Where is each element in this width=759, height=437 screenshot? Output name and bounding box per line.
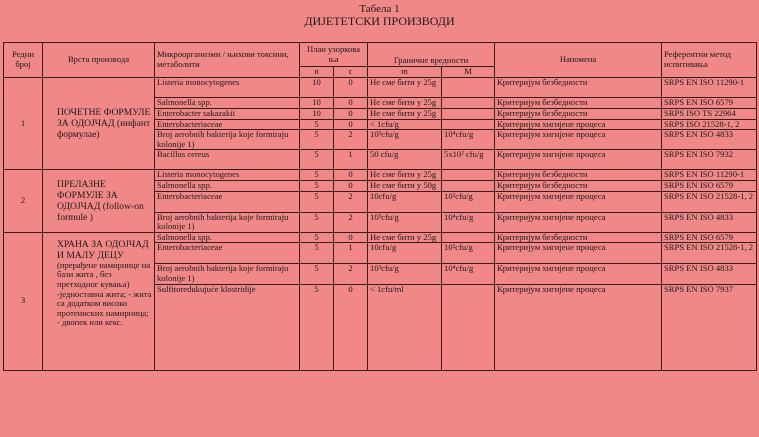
M-limit-cell: 10⁴cfu/g — [442, 212, 495, 232]
n-cell: 5 — [300, 264, 334, 284]
m-limit-cell: 10cfu/g — [368, 191, 442, 212]
c-cell: 1 — [334, 243, 368, 264]
note-cell: Критеријум хигијене процеса — [495, 119, 662, 130]
m-limit-cell: Не сме бити у 25g — [368, 232, 442, 243]
header-referentni-metod: Референтни метод испитивања — [662, 43, 757, 78]
m-limit-cell: Не сме бити у 25g — [368, 78, 442, 98]
table-number: Табела 1 — [359, 3, 400, 15]
microorganism-cell: Bacillus cereus — [155, 150, 300, 170]
product-name: ПОЧЕТНЕ ФОРМУЛЕ ЗА ОДОЈЧАД (инфант формулае) — [57, 107, 151, 141]
c-cell: 0 — [334, 180, 368, 191]
m-limit-cell: 10cfu/g — [368, 243, 442, 264]
note-cell: Критеријум безбедности — [495, 98, 662, 109]
c-cell: 0 — [334, 170, 368, 181]
table-caption — [0, 0, 759, 38]
m-limit-cell: < 1cfu/g — [368, 119, 442, 130]
method-cell: SRPS EN ISO 7937 — [662, 284, 757, 370]
M-limit-cell — [442, 180, 495, 191]
n-cell: 5 — [300, 243, 334, 264]
M-limit-cell — [442, 170, 495, 181]
microorganism-cell: Enterobacteriaceae — [155, 191, 300, 212]
M-limit-cell — [442, 232, 495, 243]
c-cell: 0 — [334, 284, 368, 370]
c-cell: 0 — [334, 232, 368, 243]
note-cell: Критеријум безбедности — [495, 109, 662, 120]
note-cell: Критеријум хигијене процеса — [495, 284, 662, 370]
header-c: c — [334, 67, 368, 78]
note-cell: Критеријум безбедности — [495, 232, 662, 243]
note-cell: Критеријум хигијене процеса — [495, 264, 662, 284]
row-number-cell: 2 — [4, 170, 43, 232]
header-napomena: Напомена — [495, 43, 662, 78]
m-limit-cell: Не сме бити у 25g — [368, 109, 442, 120]
note-cell: Критеријум хигијене процеса — [495, 130, 662, 150]
header-m-upper: M — [442, 67, 495, 78]
M-limit-cell — [442, 119, 495, 130]
M-limit-cell: 10⁴cfu/g — [442, 130, 495, 150]
n-cell: 10 — [300, 109, 334, 120]
c-cell: 0 — [334, 78, 368, 98]
note-cell: Критеријум безбедности — [495, 180, 662, 191]
c-cell: 0 — [334, 119, 368, 130]
m-limit-cell: 10³cfu/g — [368, 130, 442, 150]
m-limit-cell: Не сме бити у 25g — [368, 170, 442, 181]
product-type-cell — [43, 232, 155, 370]
microorganism-cell: Listeria monocytogenes — [155, 78, 300, 98]
product-detail: (прерађене намирнице на бази жита , без претходног кувања) -једноставна жита; - жита са додатком високо протеинских намирница; - двопек или кекс. — [57, 259, 152, 328]
note-cell: Критеријум безбедности — [495, 78, 662, 98]
method-cell: SRPS ISO 21528-1, 2 — [662, 119, 757, 130]
M-limit-cell — [442, 98, 495, 109]
m-limit-cell: Не сме бити у 50g — [368, 180, 442, 191]
c-cell: 2 — [334, 264, 368, 284]
note-cell: Критеријум хигијене процеса — [495, 191, 662, 212]
microorganism-cell: Enterobacteriaceae — [155, 119, 300, 130]
note-cell: Критеријум хигијене процеса — [495, 243, 662, 264]
M-limit-cell: 10²cfu/g — [442, 243, 495, 264]
header-granicne-vrednosti: Граничне вредности — [368, 43, 495, 67]
M-limit-cell — [442, 284, 495, 370]
method-cell: SRPS EN ISO 21528-1, 2 — [662, 191, 757, 212]
microorganism-cell: Sulfitoredukujuće klostridije — [155, 284, 300, 370]
c-cell: 0 — [334, 109, 368, 120]
method-cell: SRPS EN ISO 7932 — [662, 150, 757, 170]
microorganism-cell: Salmonella spp. — [155, 232, 300, 243]
n-cell: 5 — [300, 232, 334, 243]
n-cell: 5 — [300, 150, 334, 170]
method-cell: SRPS EN ISO 6579 — [662, 180, 757, 191]
c-cell: 1 — [334, 150, 368, 170]
method-cell: SRPS EN ISO 21528-1, 2 — [662, 243, 757, 264]
microorganism-cell: Listeria monocytogenes — [155, 170, 300, 181]
header-vrsta-proizvoda: Врста производа — [43, 43, 155, 78]
m-limit-cell: Не сме бити у 25g — [368, 98, 442, 109]
method-cell: SRPS EN ISO 4833 — [662, 264, 757, 284]
n-cell: 5 — [300, 180, 334, 191]
n-cell: 5 — [300, 119, 334, 130]
microorganism-cell: Enterobacteriaceae — [155, 243, 300, 264]
table-row — [4, 232, 757, 243]
microorganism-cell: Broj aerobnih bakterija koje formiraju kolonije 1) — [155, 130, 300, 150]
header-plan-uzorkovanja: План узоркова ња — [300, 43, 368, 67]
microorganism-cell: Broj aerobnih bakterija koje formiraju kolonije 1) — [155, 264, 300, 284]
header-m-lower: m — [368, 67, 442, 78]
c-cell: 2 — [334, 212, 368, 232]
m-limit-cell: 50 cfu/g — [368, 150, 442, 170]
header-mikroorganizmi: Микроорганизми / њихови токсини, метаболити — [155, 43, 300, 78]
method-cell: SRPS EN ISO 11290-1 — [662, 78, 757, 98]
product-name: ПРЕЛАЗНЕ ФОРМУЛЕ ЗА ОДОЈЧАД (follow-on formule ) — [57, 179, 144, 224]
m-limit-cell: 10³cfu/g — [368, 212, 442, 232]
note-cell: Критеријум безбедности — [495, 170, 662, 181]
dietetic-products-table — [3, 42, 757, 371]
n-cell: 10 — [300, 78, 334, 98]
method-cell: SRPS EN ISO 6579 — [662, 98, 757, 109]
header-redni-broj: Редни број — [4, 43, 43, 78]
microorganism-cell: Broj aerobnih bakterija koje formiraju kolonije 1) — [155, 212, 300, 232]
m-limit-cell: < 1cfu/ml — [368, 284, 442, 370]
table-row — [4, 170, 757, 181]
note-cell: Критеријум хигијене процеса — [495, 212, 662, 232]
method-cell: SRPS EN ISO 4833 — [662, 212, 757, 232]
n-cell: 5 — [300, 284, 334, 370]
product-name: ХРАНА ЗА ОДОЈЧАД И МАЛУ ДЕЦУ — [57, 238, 149, 261]
row-number-cell: 3 — [4, 232, 43, 370]
table-title: ДИЈЕТЕТСКИ ПРОИЗВОДИ — [304, 14, 455, 28]
header-n: n — [300, 67, 334, 78]
n-cell: 5 — [300, 191, 334, 212]
n-cell: 5 — [300, 130, 334, 150]
product-type-cell — [43, 78, 155, 170]
microorganism-cell: Enterobacter sakazakii — [155, 109, 300, 120]
m-limit-cell: 10³cfu/g — [368, 264, 442, 284]
n-cell: 10 — [300, 98, 334, 109]
M-limit-cell — [442, 109, 495, 120]
M-limit-cell: 10²cfu/g — [442, 191, 495, 212]
n-cell: 5 — [300, 212, 334, 232]
note-cell: Критеријум хигијене процеса — [495, 150, 662, 170]
table-row — [4, 78, 757, 98]
c-cell: 2 — [334, 191, 368, 212]
c-cell: 0 — [334, 98, 368, 109]
M-limit-cell — [442, 78, 495, 98]
method-cell: SRPS EN ISO 11290-1 — [662, 170, 757, 181]
c-cell: 2 — [334, 130, 368, 150]
table-body — [4, 78, 757, 371]
n-cell: 5 — [300, 170, 334, 181]
M-limit-cell: 5x10² cfu/g — [442, 150, 495, 170]
product-type-cell — [43, 170, 155, 232]
method-cell: SRPS EN ISO 6579 — [662, 232, 757, 243]
row-number-cell: 1 — [4, 78, 43, 170]
microorganism-cell: Salmonella spp. — [155, 98, 300, 109]
M-limit-cell: 10⁴cfu/g — [442, 264, 495, 284]
method-cell: SRPS ISO TS 22964 — [662, 109, 757, 120]
method-cell: SRPS EN ISO 4833 — [662, 130, 757, 150]
microorganism-cell: Salmonella spp. — [155, 180, 300, 191]
